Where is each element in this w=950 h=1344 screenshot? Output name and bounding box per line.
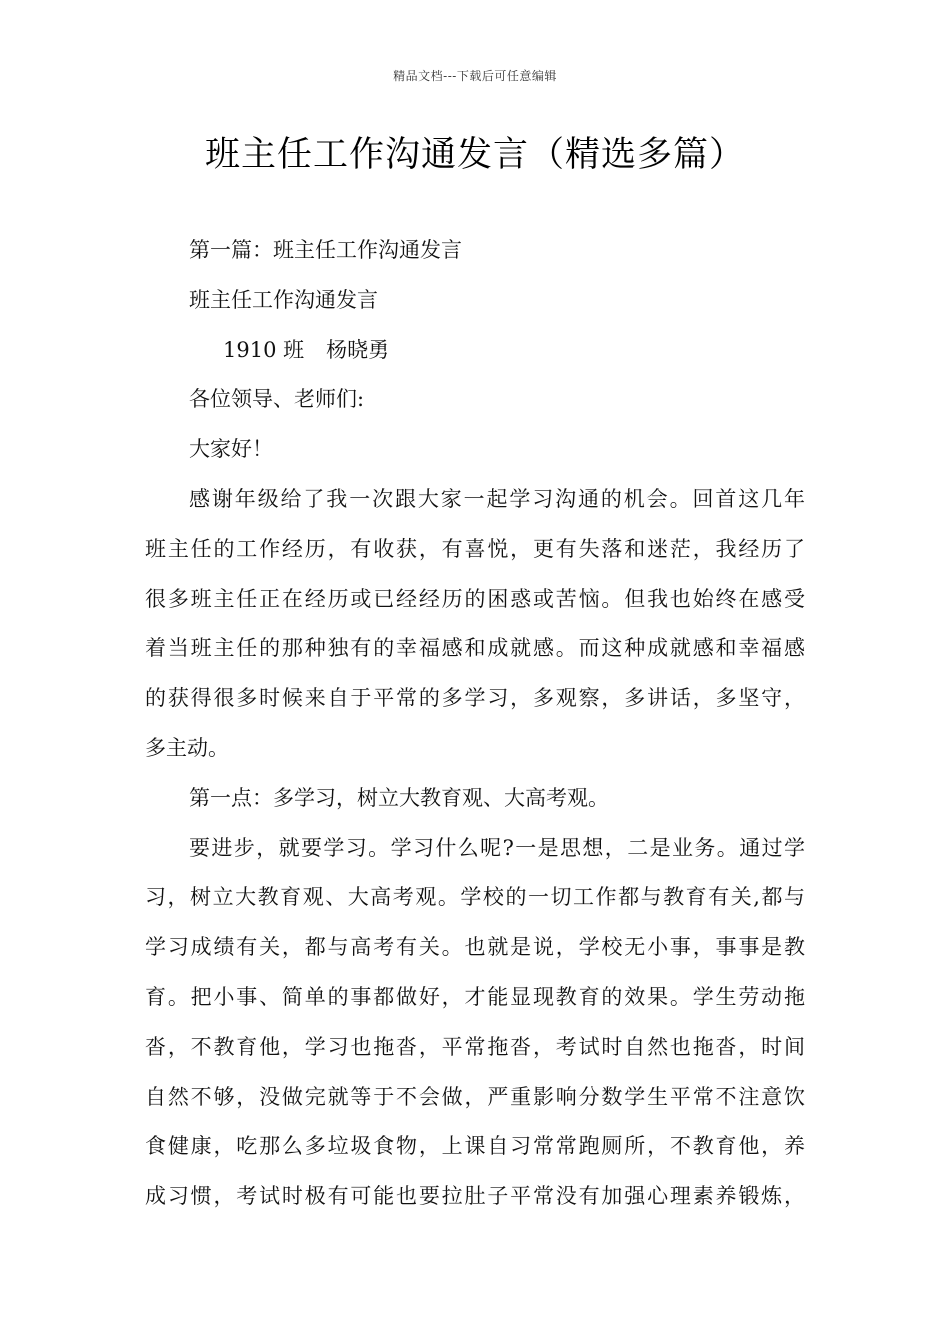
author-name: 杨晓勇 [326,337,390,362]
section-heading: 第一篇：班主任工作沟通发言 [189,238,462,262]
paragraph-line: 很多班主任正在经历或已经经历的困惑或苦恼。但我也始终在感受 [145,586,805,611]
point-1-heading: 第一点：多学习，树立大教育观、大高考观。 [189,785,609,810]
greeting: 大家好！ [189,437,273,462]
paragraph-line: 的获得很多时候来自于平常的多学习，多观察，多讲话，多坚守， [145,686,805,711]
paragraph-line: 学习成绩有关，都与高考有关。也就是说，学校无小事，事事是教 [145,935,805,960]
paragraph-line: 要进步，就要学习。学习什么呢?一是思想，二是业务。通过学 [189,835,805,860]
paragraph-line: 自然不够，没做完就等于不会做，严重影响分数学生平常不注意饮 [145,1084,805,1109]
paragraph-line: 班主任的工作经历，有收获，有喜悦，更有失落和迷茫，我经历了 [145,536,805,561]
paragraph-line: 感谢年级给了我一次跟大家一起学习沟通的机会。回首这几年 [189,486,805,511]
paragraph-line: 着当班主任的那种独有的幸福感和成就感。而这种成就感和幸福感 [145,636,805,661]
paragraph-2 [145,824,805,1222]
paragraph-line: 食健康，吃那么多垃圾食物，上课自习常常跑厕所，不教育他，养 [145,1134,805,1159]
speech-subtitle: 班主任工作沟通发言 [189,287,378,312]
paragraph-line: 育。把小事、简单的事都做好，才能显现教育的效果。学生劳动拖 [145,984,805,1009]
paragraph-line: 习，树立大教育观、大高考观。学校的一切工作都与教育有关,都与 [145,885,805,910]
author-class: 1910 班 [223,337,305,362]
paragraph-1 [145,475,805,774]
paragraph-line: 沓，不教育他，学习也拖沓，平常拖沓，考试时自然也拖沓，时间 [145,1034,805,1059]
document-title: 班主任工作沟通发言（精选多篇） [204,135,745,175]
document-body [145,226,805,1222]
author-line [145,326,805,376]
header-note: 精品文档---下载后可任意编辑 [393,69,557,83]
paragraph-line: 多主动。 [145,735,229,760]
paragraph-line: 成习惯，考试时极有可能也要拉肚子平常没有加强心理素养锻炼， [145,1184,805,1209]
salutation: 各位领导、老师们: [189,387,365,412]
